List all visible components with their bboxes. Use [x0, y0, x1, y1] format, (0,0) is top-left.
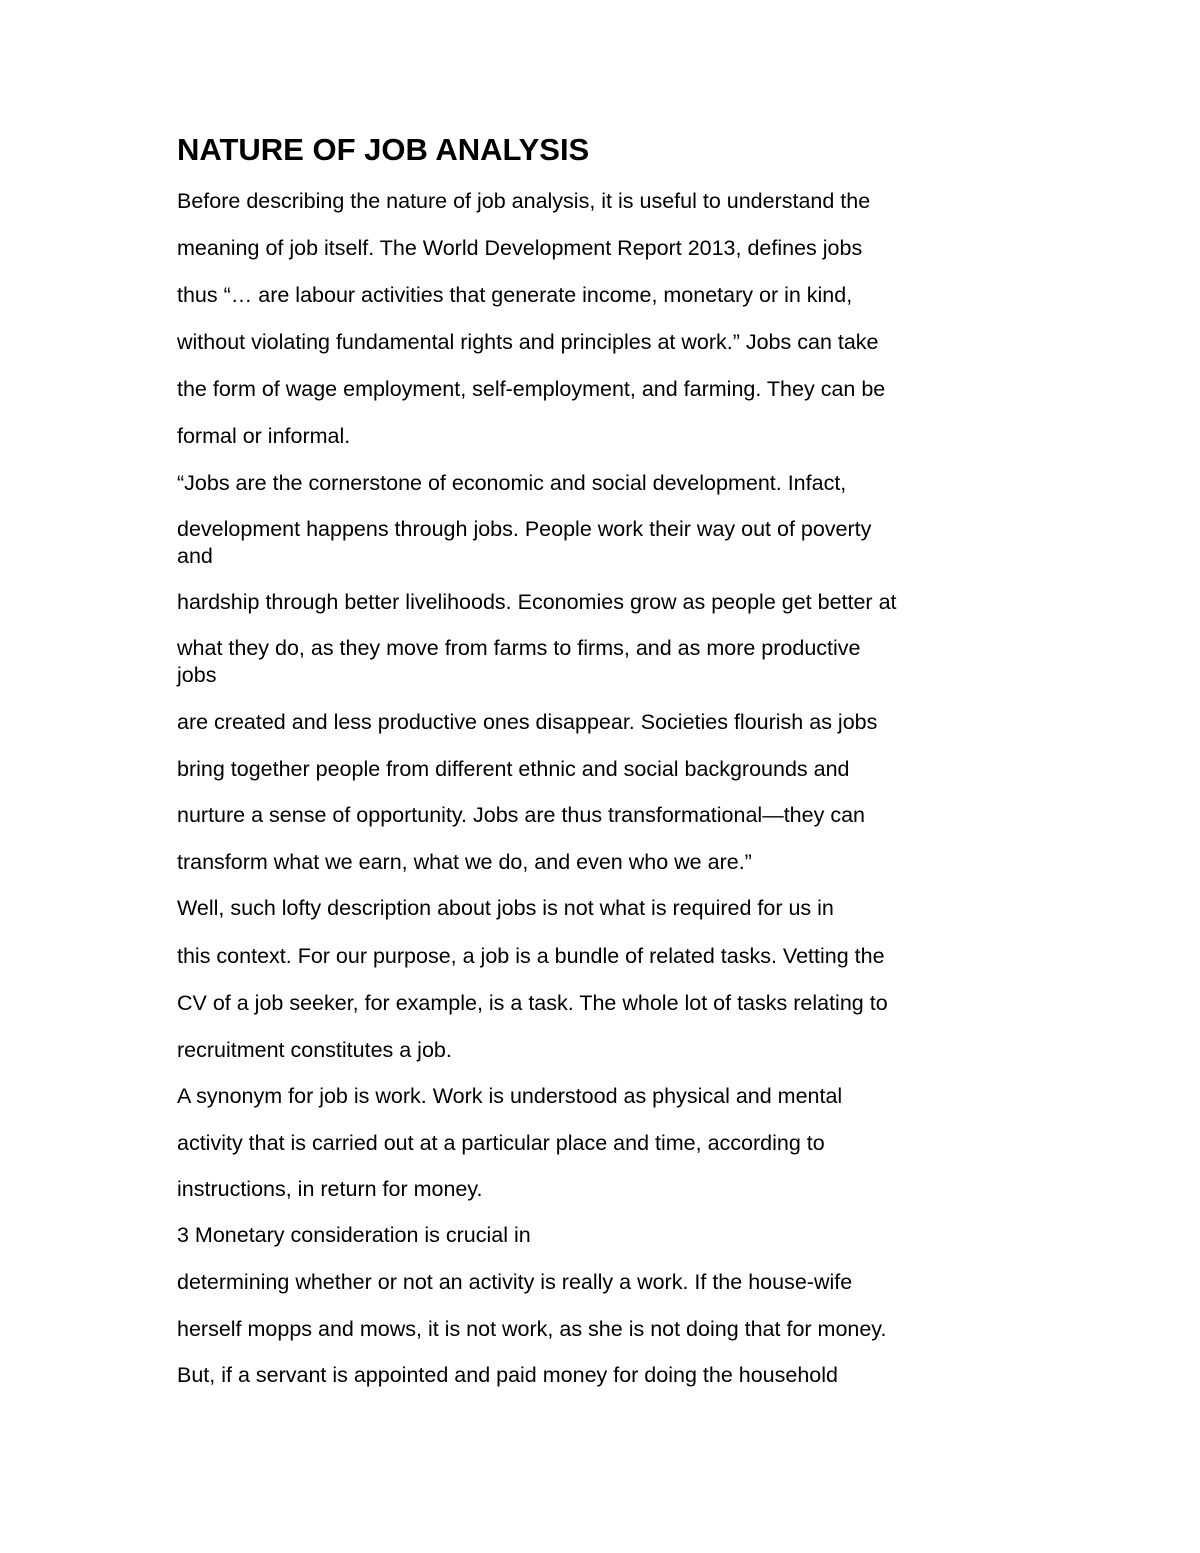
text-line: meaning of job itself. The World Development Report 2013, defines jobs — [177, 236, 863, 260]
text-line: activity that is carried out at a particular place and time, according to — [177, 1131, 825, 1155]
text-line-wrap: jobs — [177, 663, 217, 687]
text-line: instructions, in return for money. — [177, 1177, 483, 1201]
text-line: A synonym for job is work. Work is understood as physical and mental — [177, 1084, 843, 1108]
text-line: CV of a job seeker, for example, is a task. The whole lot of tasks relating to — [177, 991, 888, 1015]
text-line: hardship through better livelihoods. Economies grow as people get better at — [177, 590, 897, 614]
text-line: transform what we earn, what we do, and even who we are.” — [177, 850, 752, 874]
text-line: Before describing the nature of job analysis, it is useful to understand the — [177, 189, 871, 213]
text-line: 3 Monetary consideration is crucial in — [177, 1223, 531, 1247]
text-line: the form of wage employment, self-employment, and farming. They can be — [177, 377, 886, 401]
text-line: development happens through jobs. People work their way out of poverty — [177, 517, 872, 541]
text-line: formal or informal. — [177, 424, 351, 448]
text-line-wrap: and — [177, 544, 213, 568]
text-line: bring together people from different ethnic and social backgrounds and — [177, 757, 850, 781]
text-line: determining whether or not an activity is really a work. If the house-wife — [177, 1270, 853, 1294]
text-line: thus “… are labour activities that generate income, monetary or in kind, — [177, 283, 853, 307]
text-line: this context. For our purpose, a job is a bundle of related tasks. Vetting the — [177, 944, 885, 968]
page-title: NATURE OF JOB ANALYSIS — [177, 132, 590, 167]
text-line: are created and less productive ones disappear. Societies flourish as jobs — [177, 710, 878, 734]
text-line: recruitment constitutes a job. — [177, 1038, 452, 1062]
text-line: But, if a servant is appointed and paid money for doing the household — [177, 1363, 838, 1387]
text-line: “Jobs are the cornerstone of economic and social development. Infact, — [177, 471, 847, 495]
text-line: nurture a sense of opportunity. Jobs are thus transformational—they can — [177, 803, 865, 827]
text-line: what they do, as they move from farms to firms, and as more productive — [177, 636, 861, 660]
text-line: herself mopps and mows, it is not work, as she is not doing that for money. — [177, 1317, 887, 1341]
text-line: without violating fundamental rights and principles at work.” Jobs can take — [177, 330, 879, 354]
text-line: Well, such lofty description about jobs is not what is required for us in — [177, 896, 834, 920]
